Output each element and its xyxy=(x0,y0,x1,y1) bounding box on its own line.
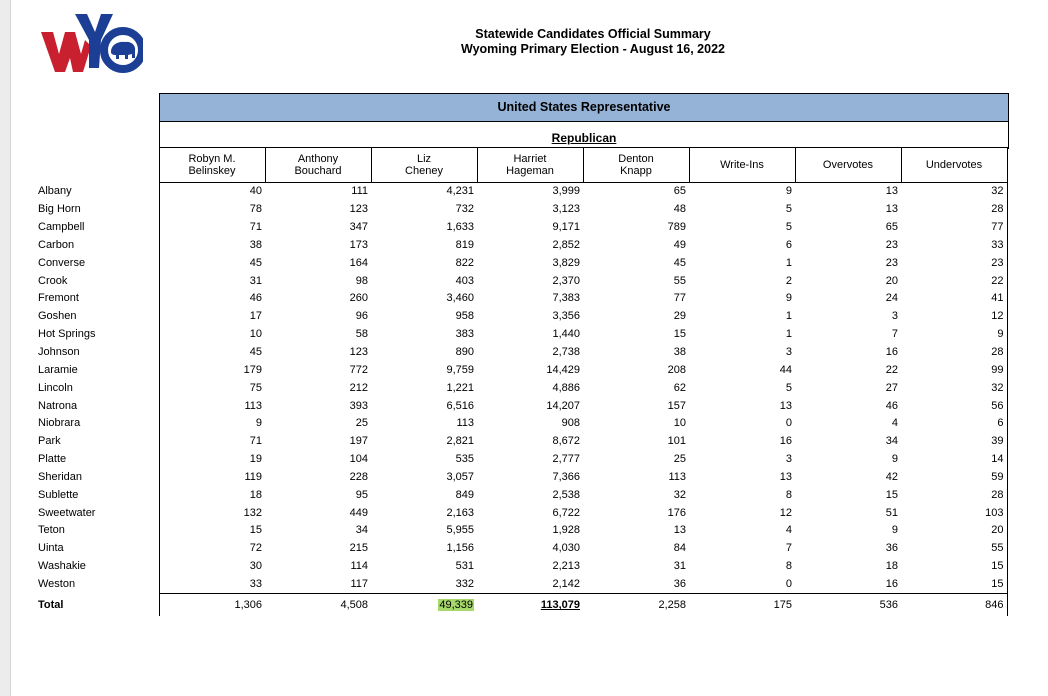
county-name: Weston xyxy=(38,578,76,591)
report-heading xyxy=(391,27,795,57)
vote-count: 1,633 xyxy=(446,221,474,234)
county-name: Albany xyxy=(38,185,72,198)
county-name: Carbon xyxy=(38,238,75,251)
vote-count: 16 xyxy=(885,346,898,359)
vote-count: 20 xyxy=(901,522,1007,540)
county-name: Goshen xyxy=(38,310,77,323)
vote-count: 45 xyxy=(159,254,265,272)
table-row xyxy=(36,272,1007,290)
vote-count: 22 xyxy=(885,363,898,376)
vote-count: 6,722 xyxy=(552,506,580,519)
vote-count: 10 xyxy=(673,417,686,430)
vote-count: 15 xyxy=(159,522,265,540)
table-row xyxy=(36,237,1007,255)
vote-count: 15 xyxy=(673,328,686,341)
results-body xyxy=(36,183,1007,617)
vote-count: 347 xyxy=(349,221,368,234)
vote-count: 9 xyxy=(785,185,792,198)
county-name: Sheridan xyxy=(38,470,83,483)
vote-count: 403 xyxy=(455,274,474,287)
county-name: Converse xyxy=(38,256,86,269)
county-name: Teton xyxy=(38,524,65,537)
vote-count: 71 xyxy=(159,433,265,451)
vote-count: 123 xyxy=(349,346,368,359)
vote-count: 45 xyxy=(159,344,265,362)
vote-count: 65 xyxy=(885,221,898,234)
vote-count: 41 xyxy=(901,290,1007,308)
vote-count: 9 xyxy=(159,415,265,433)
vote-count: 13 xyxy=(673,524,686,537)
vote-count: 7 xyxy=(891,328,898,341)
total-count: 4,508 xyxy=(265,594,371,617)
vote-count: 8,672 xyxy=(552,435,580,448)
vote-count: 111 xyxy=(351,185,368,198)
vote-count: 40 xyxy=(159,183,265,201)
table-row xyxy=(36,254,1007,272)
office-header xyxy=(159,93,1009,149)
vote-count: 56 xyxy=(901,397,1007,415)
vote-count: 3,057 xyxy=(446,470,474,483)
table-row xyxy=(36,504,1007,522)
vote-count: 46 xyxy=(885,399,898,412)
vote-count: 1 xyxy=(785,256,792,269)
vote-count: 2,777 xyxy=(552,453,580,466)
vote-count: 819 xyxy=(455,238,474,251)
vote-count: 260 xyxy=(349,292,368,305)
vote-count: 7,366 xyxy=(552,470,580,483)
table-row xyxy=(36,415,1007,433)
table-row xyxy=(36,397,1007,415)
total-count xyxy=(371,594,477,617)
vote-count: 113 xyxy=(159,397,265,415)
vote-count: 535 xyxy=(455,453,474,466)
table-row xyxy=(36,433,1007,451)
vote-count: 48 xyxy=(673,203,686,216)
vote-count: 31 xyxy=(159,272,265,290)
vote-count: 19 xyxy=(159,451,265,469)
vote-count: 46 xyxy=(159,290,265,308)
table-row xyxy=(36,290,1007,308)
vote-count: 383 xyxy=(455,328,474,341)
vote-count: 132 xyxy=(159,504,265,522)
vote-count: 173 xyxy=(349,238,368,251)
vote-count: 9,759 xyxy=(446,363,474,376)
vote-count: 32 xyxy=(901,379,1007,397)
vote-count: 96 xyxy=(355,310,368,323)
vote-count: 822 xyxy=(455,256,474,269)
vote-count: 25 xyxy=(355,417,368,430)
vote-count: 24 xyxy=(885,292,898,305)
vote-count: 101 xyxy=(667,435,686,448)
table-row xyxy=(36,219,1007,237)
vote-count: 78 xyxy=(159,201,265,219)
column-header-row xyxy=(36,148,1007,183)
table-row xyxy=(36,379,1007,397)
table-row xyxy=(36,183,1007,201)
total-value: 49,339 xyxy=(439,599,473,612)
county-name: Sublette xyxy=(38,488,79,501)
vote-count: 228 xyxy=(349,470,368,483)
vote-count: 3 xyxy=(785,346,792,359)
vote-count: 28 xyxy=(901,486,1007,504)
table-row xyxy=(36,469,1007,487)
vote-count: 75 xyxy=(159,379,265,397)
table-row xyxy=(36,576,1007,594)
vote-count: 38 xyxy=(159,237,265,255)
vote-count: 4 xyxy=(891,417,898,430)
vote-count: 55 xyxy=(901,540,1007,558)
vote-count: 36 xyxy=(885,542,898,555)
table-row xyxy=(36,361,1007,379)
vote-count: 1 xyxy=(785,328,792,341)
vote-count: 9 xyxy=(785,292,792,305)
vote-count: 2 xyxy=(785,274,792,287)
county-name: Johnson xyxy=(38,346,80,359)
table-row xyxy=(36,326,1007,344)
vote-count: 4 xyxy=(785,524,792,537)
total-count: 846 xyxy=(901,594,1007,617)
vote-count: 36 xyxy=(673,577,686,590)
column-header: Liz Cheney xyxy=(371,148,477,183)
vote-count: 71 xyxy=(159,219,265,237)
vote-count: 1,440 xyxy=(552,328,580,341)
vote-count: 3 xyxy=(891,310,898,323)
vote-count: 7 xyxy=(785,542,792,555)
vote-count: 117 xyxy=(350,577,368,590)
total-count: 1,306 xyxy=(159,594,265,617)
vote-count: 3,123 xyxy=(552,203,580,216)
vote-count: 4,030 xyxy=(552,542,580,555)
vote-count: 3,829 xyxy=(552,256,580,269)
vote-count: 28 xyxy=(901,201,1007,219)
vote-count: 45 xyxy=(673,256,686,269)
county-name: Park xyxy=(38,435,61,448)
vote-count: 1,221 xyxy=(446,381,474,394)
vote-count: 2,852 xyxy=(552,238,580,251)
logo-w-letter xyxy=(41,32,91,72)
vote-count: 49 xyxy=(673,238,686,251)
vote-count: 9 xyxy=(891,524,898,537)
vote-count: 14,429 xyxy=(546,363,580,376)
vote-count: 164 xyxy=(349,256,368,269)
column-header: Anthony Bouchard xyxy=(265,148,371,183)
vote-count: 23 xyxy=(885,256,898,269)
county-name: Fremont xyxy=(38,292,79,305)
table-row xyxy=(36,522,1007,540)
vote-count: 1,156 xyxy=(446,542,474,555)
vote-count: 99 xyxy=(901,361,1007,379)
column-header: Robyn M. Belinskey xyxy=(159,148,265,183)
vote-count: 44 xyxy=(779,363,792,376)
vote-count: 84 xyxy=(673,542,686,555)
vote-count: 42 xyxy=(885,470,898,483)
table-row xyxy=(36,558,1007,576)
vote-count: 65 xyxy=(673,185,686,198)
vote-count: 179 xyxy=(159,361,265,379)
report-subtitle: Wyoming Primary Election - August 16, 2022 xyxy=(461,42,725,56)
report-title: Statewide Candidates Official Summary xyxy=(475,27,711,41)
vote-count: 9 xyxy=(901,326,1007,344)
vote-count: 0 xyxy=(785,577,792,590)
vote-count: 28 xyxy=(901,344,1007,362)
vote-count: 34 xyxy=(885,435,898,448)
vote-count: 7,383 xyxy=(552,292,580,305)
vote-count: 113 xyxy=(668,470,686,483)
vote-count: 32 xyxy=(673,488,686,501)
vote-count: 1,928 xyxy=(552,524,580,537)
vote-count: 62 xyxy=(673,381,686,394)
vote-count: 449 xyxy=(349,506,368,519)
county-name: Natrona xyxy=(38,399,78,412)
vote-count: 20 xyxy=(885,274,898,287)
vote-count: 6 xyxy=(785,238,792,251)
party-row xyxy=(159,122,1009,149)
vote-count: 2,538 xyxy=(552,488,580,501)
vote-count: 176 xyxy=(667,506,686,519)
vote-count: 98 xyxy=(355,274,368,287)
vote-count: 2,142 xyxy=(552,577,580,590)
vote-count: 3,356 xyxy=(552,310,580,323)
table-row xyxy=(36,486,1007,504)
office-title: United States Representative xyxy=(159,93,1009,122)
vote-count: 8 xyxy=(785,488,792,501)
vote-count: 95 xyxy=(355,488,368,501)
vote-count: 10 xyxy=(159,326,265,344)
vote-count: 32 xyxy=(901,183,1007,201)
table-row xyxy=(36,540,1007,558)
vote-count: 104 xyxy=(349,453,368,466)
vote-count: 215 xyxy=(349,542,368,555)
vote-count: 12 xyxy=(901,308,1007,326)
column-header: Undervotes xyxy=(901,148,1007,183)
vote-count: 15 xyxy=(901,558,1007,576)
vote-count: 13 xyxy=(779,399,792,412)
vote-count: 23 xyxy=(901,254,1007,272)
vote-count: 38 xyxy=(673,346,686,359)
vote-count: 31 xyxy=(673,560,686,573)
vote-count: 332 xyxy=(455,577,474,590)
vote-count: 34 xyxy=(355,524,368,537)
total-count: 175 xyxy=(689,594,795,617)
vote-count: 2,821 xyxy=(446,435,474,448)
table-row xyxy=(36,308,1007,326)
vote-count: 18 xyxy=(885,560,898,573)
county-name: Big Horn xyxy=(38,203,81,216)
vote-count: 33 xyxy=(159,576,265,594)
vote-count: 2,738 xyxy=(552,346,580,359)
vote-count: 208 xyxy=(667,363,686,376)
vote-count: 5 xyxy=(785,381,792,394)
vote-count: 393 xyxy=(349,399,368,412)
vote-count: 15 xyxy=(901,576,1007,594)
vote-count: 772 xyxy=(349,363,368,376)
vote-count: 849 xyxy=(455,488,474,501)
vote-count: 39 xyxy=(901,433,1007,451)
vote-count: 113 xyxy=(456,417,474,430)
vote-count: 15 xyxy=(885,488,898,501)
vote-count: 5 xyxy=(785,221,792,234)
county-name: Laramie xyxy=(38,363,78,376)
vote-count: 3 xyxy=(785,453,792,466)
vote-count: 103 xyxy=(901,504,1007,522)
vote-count: 59 xyxy=(901,469,1007,487)
vote-count: 6,516 xyxy=(446,399,474,412)
column-header: Overvotes xyxy=(795,148,901,183)
table-row xyxy=(36,344,1007,362)
table-row xyxy=(36,201,1007,219)
vote-count: 531 xyxy=(455,560,474,573)
column-header: Harriet Hageman xyxy=(477,148,583,183)
vote-count: 14 xyxy=(901,451,1007,469)
vote-count: 958 xyxy=(455,310,474,323)
total-label: Total xyxy=(38,599,64,612)
county-name: Washakie xyxy=(38,560,86,573)
vote-count: 908 xyxy=(561,417,580,430)
vote-count: 27 xyxy=(885,381,898,394)
vote-count: 25 xyxy=(673,453,686,466)
vote-count: 16 xyxy=(885,577,898,590)
vote-count: 212 xyxy=(349,381,368,394)
county-name: Sweetwater xyxy=(38,506,96,519)
vote-count: 4,231 xyxy=(446,185,474,198)
county-name: Campbell xyxy=(38,221,85,234)
vote-count: 29 xyxy=(673,310,686,323)
total-count xyxy=(477,594,583,617)
vote-count: 77 xyxy=(901,219,1007,237)
wyo-logo xyxy=(39,10,143,76)
total-value: 113,079 xyxy=(540,599,580,612)
vote-count: 119 xyxy=(159,469,265,487)
vote-count: 732 xyxy=(455,203,474,216)
vote-count: 17 xyxy=(159,308,265,326)
county-name: Hot Springs xyxy=(38,328,96,341)
total-row xyxy=(36,594,1007,617)
results-table xyxy=(36,147,1008,616)
vote-count: 5 xyxy=(785,203,792,216)
vote-count: 6 xyxy=(901,415,1007,433)
party-label: Republican xyxy=(551,131,617,145)
county-name: Crook xyxy=(38,274,68,287)
document-page xyxy=(10,0,1048,696)
vote-count: 12 xyxy=(779,506,792,519)
vote-count: 157 xyxy=(667,399,686,412)
column-header: Denton Knapp xyxy=(583,148,689,183)
vote-count: 55 xyxy=(673,274,686,287)
vote-count: 2,213 xyxy=(552,560,580,573)
vote-count: 4,886 xyxy=(552,381,580,394)
county-name: Niobrara xyxy=(38,417,81,430)
vote-count: 77 xyxy=(673,292,686,305)
vote-count: 13 xyxy=(779,470,792,483)
vote-count: 890 xyxy=(455,346,474,359)
vote-count: 9,171 xyxy=(552,221,580,234)
county-name: Platte xyxy=(38,453,67,466)
vote-count: 2,163 xyxy=(446,506,474,519)
vote-count: 1 xyxy=(785,310,792,323)
vote-count: 123 xyxy=(349,203,368,216)
county-name: Lincoln xyxy=(38,381,73,394)
vote-count: 72 xyxy=(159,540,265,558)
vote-count: 22 xyxy=(901,272,1007,290)
vote-count: 3,460 xyxy=(446,292,474,305)
column-header: Write-Ins xyxy=(689,148,795,183)
vote-count: 197 xyxy=(349,435,368,448)
vote-count: 18 xyxy=(159,486,265,504)
vote-count: 114 xyxy=(350,560,368,573)
vote-count: 23 xyxy=(885,238,898,251)
county-name: Uinta xyxy=(38,542,64,555)
total-count: 536 xyxy=(795,594,901,617)
vote-count: 3,999 xyxy=(552,185,580,198)
vote-count: 0 xyxy=(785,417,792,430)
total-count: 2,258 xyxy=(583,594,689,617)
vote-count: 5,955 xyxy=(446,524,474,537)
vote-count: 2,370 xyxy=(552,274,580,287)
vote-count: 51 xyxy=(885,506,898,519)
vote-count: 14,207 xyxy=(546,399,580,412)
vote-count: 8 xyxy=(785,560,792,573)
vote-count: 9 xyxy=(891,453,898,466)
vote-count: 13 xyxy=(885,203,898,216)
vote-count: 30 xyxy=(159,558,265,576)
vote-count: 16 xyxy=(779,435,792,448)
vote-count: 33 xyxy=(901,237,1007,255)
bison-icon xyxy=(111,42,135,59)
vote-count: 13 xyxy=(885,185,898,198)
table-row xyxy=(36,451,1007,469)
vote-count: 58 xyxy=(355,328,368,341)
vote-count: 789 xyxy=(667,221,686,234)
county-header xyxy=(36,148,159,183)
